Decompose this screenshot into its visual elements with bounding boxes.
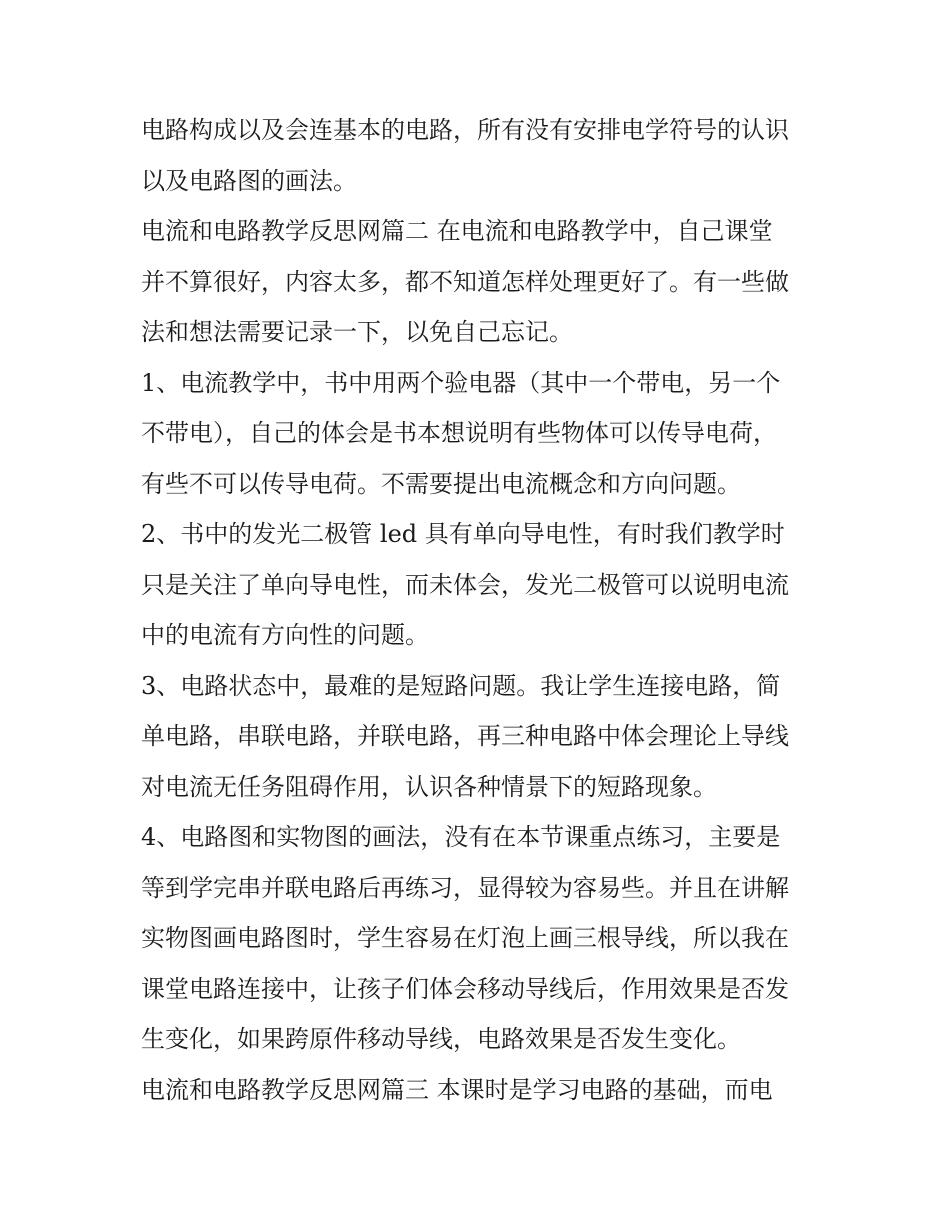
text-line: 等到学完串并联电路后再练习，显得较为容易些。并且在讲解	[141, 873, 789, 902]
text-line: 2、书中的发光二极管 led 具有单向导电性，有时我们教学时	[141, 520, 785, 548]
text-line: 4、电路图和实物图的画法，没有在本节课重点练习，主要是	[141, 823, 781, 851]
text-line: 实物图画电路图时，学生容易在灯泡上画三根导线，所以我在	[141, 924, 789, 952]
document-body	[141, 105, 821, 1115]
text-line: 单电路，串联电路，并联电路，再三种电路中体会理论上导线	[141, 722, 789, 750]
text-line: 并不算很好，内容太多，都不知道怎样处理更好了。有一些做	[141, 267, 789, 296]
text-line: 对电流无任务阻碍作用，认识各种情景下的短路现象。	[141, 772, 717, 801]
text-line: 不带电），自己的体会是书本想说明有些物体可以传导电荷，	[141, 419, 777, 447]
text-line: 电流和电路教学反思网篇二 在电流和电路教学中，自己课堂	[141, 217, 773, 245]
text-line: 中的电流有方向性的问题。	[141, 621, 429, 649]
text-line: 1、电流教学中，书中用两个验电器（其中一个带电，另一个	[141, 368, 781, 397]
text-line: 3、电路状态中，最难的是短路问题。我让学生连接电路，简	[141, 671, 781, 700]
text-line: 电路构成以及会连基本的电路，所有没有安排电学符号的认识	[141, 116, 789, 144]
text-line: 有些不可以传导电荷。不需要提出电流概念和方向问题。	[141, 469, 741, 498]
text-line: 法和想法需要记录一下，以免自己忘记。	[141, 318, 573, 346]
text-line: 生变化，如果跨原件移动导线，电路效果是否发生变化。	[141, 1025, 741, 1053]
text-line: 只是关注了单向导电性，而未体会，发光二极管可以说明电流	[141, 570, 789, 599]
text-line: 电流和电路教学反思网篇三 本课时是学习电路的基础，而电	[141, 1075, 773, 1104]
text-line: 以及电路图的画法。	[141, 166, 357, 195]
text-line: 课堂电路连接中，让孩子们体会移动导线后，作用效果是否发	[141, 974, 789, 1003]
